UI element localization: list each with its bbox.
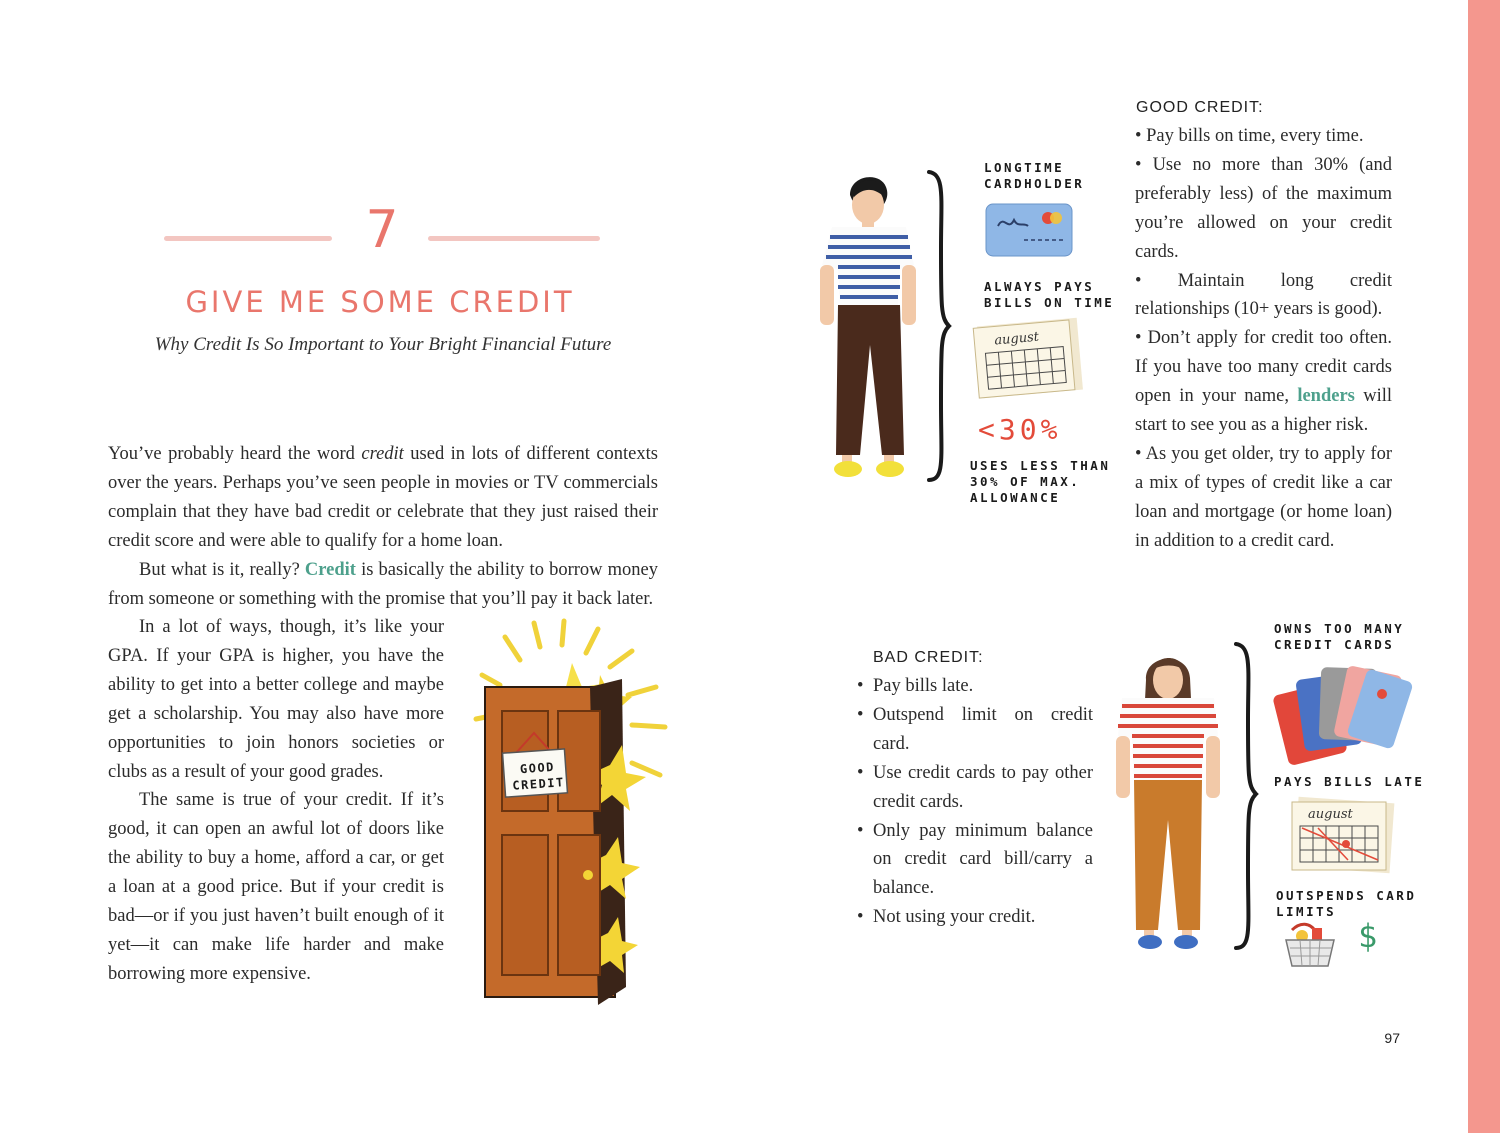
chapter-title: GIVE ME SOME CREDIT bbox=[185, 285, 575, 319]
body-text-column bbox=[108, 613, 444, 989]
good-credit-bullets bbox=[1135, 122, 1392, 556]
calendar-month-label: august bbox=[1308, 807, 1353, 822]
bad-credit-person bbox=[1108, 640, 1228, 960]
bad-credit-brace bbox=[1232, 640, 1262, 952]
door-sign: GOOD CREDIT bbox=[511, 759, 566, 793]
calendar-late-icon bbox=[1288, 796, 1398, 876]
bad-credit-item: • Only pay minimum balance on credit card bill/carry a balance. bbox=[857, 820, 1093, 899]
paragraph-1: You’ve probably heard the word credit used in lots of different contexts over the years. Perhaps you’ve seen people in movies or TV commercials complain that they have bad credit or celebrate that they just raised their credit score and were able to qualify for a home loan. bbox=[108, 444, 658, 551]
bad-credit-item: • Pay bills late. bbox=[857, 676, 974, 696]
good-credit-heading: GOOD CREDIT: bbox=[1136, 99, 1264, 116]
bad-credit-item: • Use credit cards to pay other credit cards. bbox=[857, 762, 1093, 812]
paragraph-2: But what is it, really? Credit is basically the ability to borrow money from someone or something with the promise that you’ll pay it back later. bbox=[108, 559, 658, 609]
good-credit-item-5: • As you get older, try to apply for a mix of types of credit like a car loan and mortgage (or home loan) in addition to a credit card. bbox=[1135, 443, 1392, 551]
glossary-term-lenders[interactable]: lenders bbox=[1297, 386, 1355, 407]
caption-too-many-cards: OWNS TOO MANY CREDIT CARDS bbox=[1274, 621, 1405, 652]
calendar-month-label: august bbox=[993, 329, 1040, 349]
caption-longtime-cardholder: LONGTIME CARDHOLDER bbox=[984, 160, 1085, 191]
credit-card-icon bbox=[984, 202, 1076, 258]
good-credit-item-1: • Pay bills on time, every time. bbox=[1135, 126, 1364, 146]
body-text-top bbox=[108, 440, 658, 613]
credit-emphasis: credit bbox=[361, 444, 404, 464]
under-30-percent-label: <30% bbox=[978, 413, 1062, 446]
bad-credit-item: • Outspend limit on credit card. bbox=[857, 704, 1093, 754]
many-credit-cards-icon bbox=[1274, 658, 1414, 758]
good-credit-item-4: • Don’t apply for credit too often. If you have too many credit cards open in your name, lenders will start to see you as a higher risk. bbox=[1135, 328, 1392, 436]
calendar-on-time-icon bbox=[972, 318, 1084, 398]
good-credit-item-3: • Maintain long credit relationships (10+ years is good). bbox=[1135, 270, 1392, 320]
bad-credit-heading: BAD CREDIT: bbox=[873, 649, 984, 666]
door-illustration bbox=[460, 615, 690, 1015]
dollar-sign-icon: $ bbox=[1358, 917, 1378, 955]
chapter-subtitle: Why Credit Is So Important to Your Bright Financial Future bbox=[154, 334, 612, 355]
page-edge-band bbox=[1468, 0, 1500, 1133]
paragraph-4: The same is true of your credit. If it’s good, it can open an awful lot of doors like the ability to buy a home, afford a car, or get a loan at a good price. But if your credit is bad—or if you just haven’t built enough of it yet—it can make life harder and make borrowing more expensive. bbox=[108, 790, 444, 984]
chapter-rule-right bbox=[428, 236, 600, 241]
caption-uses-less: USES LESS THAN 30% OF MAX. ALLOWANCE bbox=[970, 458, 1111, 505]
caption-outspends: OUTSPENDS CARD LIMITS bbox=[1276, 888, 1417, 919]
good-credit-person bbox=[810, 165, 940, 495]
bad-credit-list bbox=[857, 672, 1093, 932]
chapter-rule-left bbox=[164, 236, 332, 241]
good-credit-brace bbox=[925, 168, 955, 484]
bad-credit-item: • Not using your credit. bbox=[857, 907, 1036, 928]
caption-always-pays: ALWAYS PAYS BILLS ON TIME bbox=[984, 279, 1115, 310]
good-credit-item-2: • Use no more than 30% (and preferably less) of the maximum you’re allowed on your credit cards. bbox=[1135, 154, 1392, 262]
page-number: 97 bbox=[1384, 1030, 1400, 1046]
shopping-basket-icon bbox=[1282, 922, 1338, 970]
paragraph-3: In a lot of ways, though, it’s like your GPA. If your GPA is higher, you have the ability to get into a better college and maybe get a scholarship. You may also have more opportunities to join honors societies or clubs as a result of your good grades. bbox=[108, 617, 444, 782]
caption-pays-late: PAYS BILLS LATE bbox=[1274, 774, 1425, 789]
chapter-number: 7 bbox=[365, 200, 399, 260]
glossary-term-credit[interactable]: Credit bbox=[304, 559, 356, 580]
